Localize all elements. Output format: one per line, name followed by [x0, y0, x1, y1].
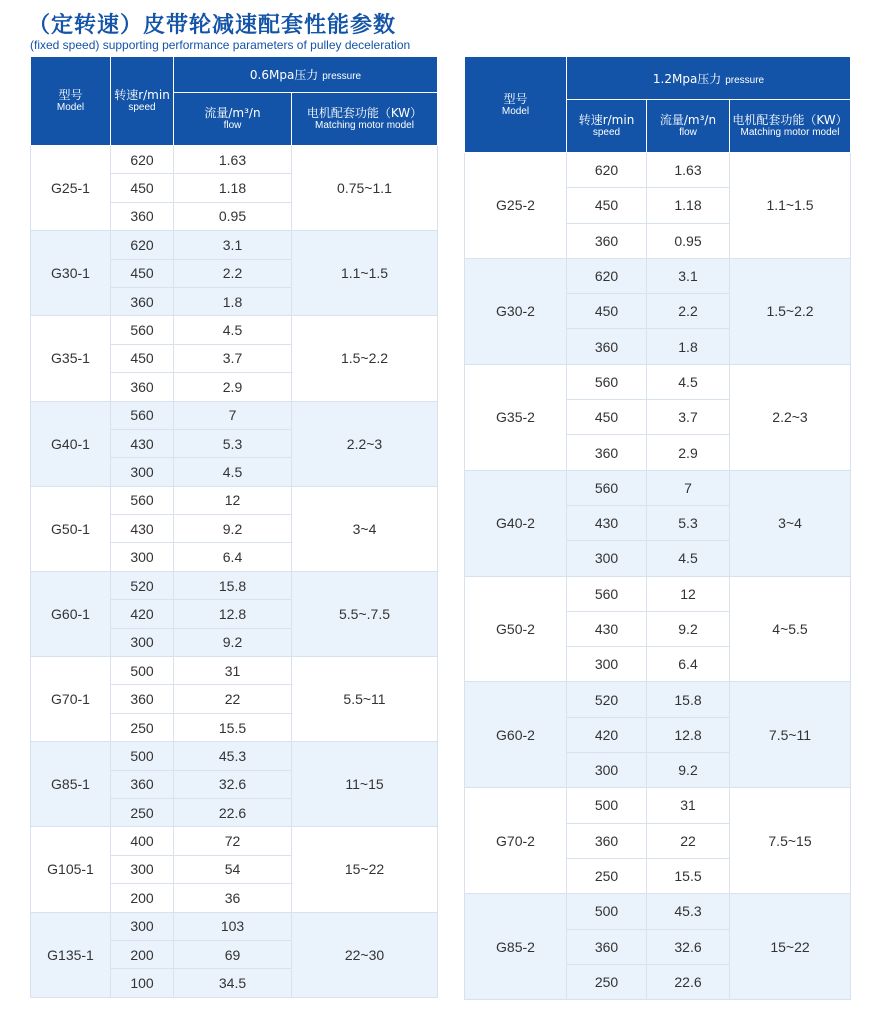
flow-cell: 2.2	[647, 294, 730, 329]
speed-cell: 360	[111, 373, 174, 401]
speed-cell: 450	[111, 259, 174, 287]
motor-cell: 3~4	[292, 486, 438, 571]
flow-cell: 22.6	[647, 964, 730, 999]
model-cell: G70-2	[465, 788, 567, 894]
header-pressure: 1.2Mpa压力 pressure	[567, 57, 851, 100]
speed-cell: 450	[111, 344, 174, 372]
flow-cell: 1.8	[647, 329, 730, 364]
motor-cell: 1.5~2.2	[730, 258, 851, 364]
motor-cell: 15~22	[730, 894, 851, 1000]
speed-cell: 300	[111, 628, 174, 656]
motor-cell: 5.5~11	[292, 657, 438, 742]
speed-cell: 500	[111, 742, 174, 770]
speed-cell: 360	[567, 823, 647, 858]
model-cell: G30-2	[465, 258, 567, 364]
model-cell: G50-1	[31, 486, 111, 571]
speed-cell: 450	[567, 294, 647, 329]
page-title: （定转速）皮带轮减速配套性能参数	[28, 13, 397, 38]
model-cell: G35-2	[465, 364, 567, 470]
speed-cell: 360	[111, 287, 174, 315]
table-row	[465, 153, 851, 188]
flow-cell: 45.3	[647, 894, 730, 929]
speed-cell: 560	[111, 316, 174, 344]
speed-cell: 300	[111, 912, 174, 940]
motor-cell: 1.5~2.2	[292, 316, 438, 401]
model-cell: G25-1	[31, 146, 111, 231]
header-motor: 电机配套功能（KW） Matching motor model	[292, 93, 438, 146]
table-row	[31, 486, 438, 514]
header-model: 型号 Model	[465, 57, 567, 153]
speed-cell: 560	[567, 576, 647, 611]
speed-cell: 450	[567, 400, 647, 435]
flow-cell: 7	[174, 401, 292, 429]
table-row	[31, 146, 438, 174]
flow-cell: 15.5	[647, 858, 730, 893]
motor-cell: 22~30	[292, 912, 438, 997]
flow-cell: 7	[647, 470, 730, 505]
header-motor: 电机配套功能（KW） Matching motor model	[730, 100, 851, 153]
flow-cell: 9.2	[174, 628, 292, 656]
table-row	[465, 470, 851, 505]
table-row	[31, 742, 438, 770]
table-row	[31, 316, 438, 344]
table-row	[465, 576, 851, 611]
table-row	[31, 231, 438, 259]
speed-cell: 250	[567, 858, 647, 893]
speed-cell: 560	[111, 401, 174, 429]
flow-cell: 3.7	[174, 344, 292, 372]
flow-cell: 34.5	[174, 969, 292, 997]
page-subtitle: (fixed speed) supporting performance parameters of pulley deceleration	[30, 38, 411, 52]
flow-cell: 22.6	[174, 798, 292, 826]
flow-cell: 15.8	[174, 571, 292, 599]
flow-cell: 3.7	[647, 400, 730, 435]
speed-cell: 300	[111, 458, 174, 486]
flow-cell: 36	[174, 884, 292, 912]
speed-cell: 360	[567, 223, 647, 258]
header-speed: 转速r/min speed	[567, 100, 647, 153]
model-cell: G85-1	[31, 742, 111, 827]
header-flow: 流量/m³/n flow	[174, 93, 292, 146]
model-cell: G60-1	[31, 571, 111, 656]
flow-cell: 1.18	[174, 174, 292, 202]
flow-cell: 4.5	[174, 316, 292, 344]
table-row	[465, 788, 851, 823]
flow-cell: 9.2	[647, 611, 730, 646]
speed-cell: 360	[567, 435, 647, 470]
speed-cell: 560	[111, 486, 174, 514]
flow-cell: 0.95	[647, 223, 730, 258]
flow-cell: 9.2	[174, 515, 292, 543]
header-flow: 流量/m³/n flow	[647, 100, 730, 153]
model-cell: G135-1	[31, 912, 111, 997]
flow-cell: 32.6	[174, 770, 292, 798]
speed-cell: 620	[567, 258, 647, 293]
speed-cell: 520	[567, 682, 647, 717]
speed-cell: 560	[567, 364, 647, 399]
speed-cell: 430	[567, 505, 647, 540]
motor-cell: 7.5~15	[730, 788, 851, 894]
table-row	[31, 401, 438, 429]
speed-cell: 430	[111, 429, 174, 457]
motor-cell: 7.5~11	[730, 682, 851, 788]
speed-cell: 500	[567, 894, 647, 929]
model-cell: G85-2	[465, 894, 567, 1000]
flow-cell: 4.5	[647, 364, 730, 399]
speed-cell: 300	[567, 541, 647, 576]
speed-cell: 450	[567, 188, 647, 223]
flow-cell: 1.63	[174, 146, 292, 174]
flow-cell: 6.4	[174, 543, 292, 571]
model-cell: G70-1	[31, 657, 111, 742]
speed-cell: 560	[567, 470, 647, 505]
table-row	[31, 571, 438, 599]
model-cell: G30-1	[31, 231, 111, 316]
motor-cell: 5.5~.7.5	[292, 571, 438, 656]
table-row	[465, 682, 851, 717]
flow-cell: 12	[647, 576, 730, 611]
flow-cell: 1.18	[647, 188, 730, 223]
spec-table-0-6mpa	[30, 56, 438, 998]
flow-cell: 2.2	[174, 259, 292, 287]
table-row	[465, 894, 851, 929]
header-pressure: 0.6Mpa压力 pressure	[174, 57, 438, 93]
motor-cell: 2.2~3	[292, 401, 438, 486]
motor-cell: 2.2~3	[730, 364, 851, 470]
flow-cell: 22	[174, 685, 292, 713]
flow-cell: 4.5	[174, 458, 292, 486]
motor-cell: 11~15	[292, 742, 438, 827]
flow-cell: 1.63	[647, 153, 730, 188]
table-row	[31, 827, 438, 855]
speed-cell: 250	[567, 964, 647, 999]
table-row	[31, 912, 438, 940]
speed-cell: 420	[111, 600, 174, 628]
flow-cell: 54	[174, 855, 292, 883]
spec-table-1-2mpa	[464, 56, 851, 1000]
speed-cell: 620	[111, 146, 174, 174]
flow-cell: 31	[174, 657, 292, 685]
speed-cell: 360	[111, 202, 174, 230]
table-row	[31, 657, 438, 685]
speed-cell: 200	[111, 884, 174, 912]
model-cell: G40-1	[31, 401, 111, 486]
model-cell: G40-2	[465, 470, 567, 576]
speed-cell: 620	[567, 153, 647, 188]
header-model: 型号 Model	[31, 57, 111, 146]
flow-cell: 32.6	[647, 929, 730, 964]
header-speed: 转速r/min speed	[111, 57, 174, 146]
flow-cell: 5.3	[647, 505, 730, 540]
speed-cell: 360	[111, 770, 174, 798]
motor-cell: 4~5.5	[730, 576, 851, 682]
flow-cell: 6.4	[647, 647, 730, 682]
model-cell: G60-2	[465, 682, 567, 788]
flow-cell: 0.95	[174, 202, 292, 230]
flow-cell: 12.8	[647, 717, 730, 752]
flow-cell: 9.2	[647, 753, 730, 788]
table-row	[465, 258, 851, 293]
flow-cell: 45.3	[174, 742, 292, 770]
flow-cell: 2.9	[174, 373, 292, 401]
table-row	[465, 364, 851, 399]
flow-cell: 15.8	[647, 682, 730, 717]
flow-cell: 5.3	[174, 429, 292, 457]
model-cell: G35-1	[31, 316, 111, 401]
speed-cell: 300	[567, 753, 647, 788]
model-cell: G50-2	[465, 576, 567, 682]
speed-cell: 420	[567, 717, 647, 752]
model-cell: G25-2	[465, 153, 567, 259]
model-cell: G105-1	[31, 827, 111, 912]
flow-cell: 31	[647, 788, 730, 823]
speed-cell: 200	[111, 940, 174, 968]
flow-cell: 15.5	[174, 713, 292, 741]
flow-cell: 22	[647, 823, 730, 858]
speed-cell: 360	[567, 929, 647, 964]
flow-cell: 2.9	[647, 435, 730, 470]
motor-cell: 1.1~1.5	[292, 231, 438, 316]
flow-cell: 103	[174, 912, 292, 940]
speed-cell: 360	[111, 685, 174, 713]
motor-cell: 3~4	[730, 470, 851, 576]
speed-cell: 520	[111, 571, 174, 599]
motor-cell: 1.1~1.5	[730, 153, 851, 259]
speed-cell: 100	[111, 969, 174, 997]
flow-cell: 12	[174, 486, 292, 514]
flow-cell: 3.1	[647, 258, 730, 293]
speed-cell: 500	[567, 788, 647, 823]
flow-cell: 3.1	[174, 231, 292, 259]
flow-cell: 1.8	[174, 287, 292, 315]
speed-cell: 500	[111, 657, 174, 685]
speed-cell: 300	[111, 543, 174, 571]
flow-cell: 72	[174, 827, 292, 855]
speed-cell: 620	[111, 231, 174, 259]
speed-cell: 250	[111, 713, 174, 741]
flow-cell: 4.5	[647, 541, 730, 576]
flow-cell: 69	[174, 940, 292, 968]
motor-cell: 15~22	[292, 827, 438, 912]
speed-cell: 430	[567, 611, 647, 646]
speed-cell: 400	[111, 827, 174, 855]
speed-cell: 360	[567, 329, 647, 364]
speed-cell: 450	[111, 174, 174, 202]
speed-cell: 430	[111, 515, 174, 543]
speed-cell: 300	[111, 855, 174, 883]
motor-cell: 0.75~1.1	[292, 146, 438, 231]
flow-cell: 12.8	[174, 600, 292, 628]
speed-cell: 300	[567, 647, 647, 682]
speed-cell: 250	[111, 798, 174, 826]
